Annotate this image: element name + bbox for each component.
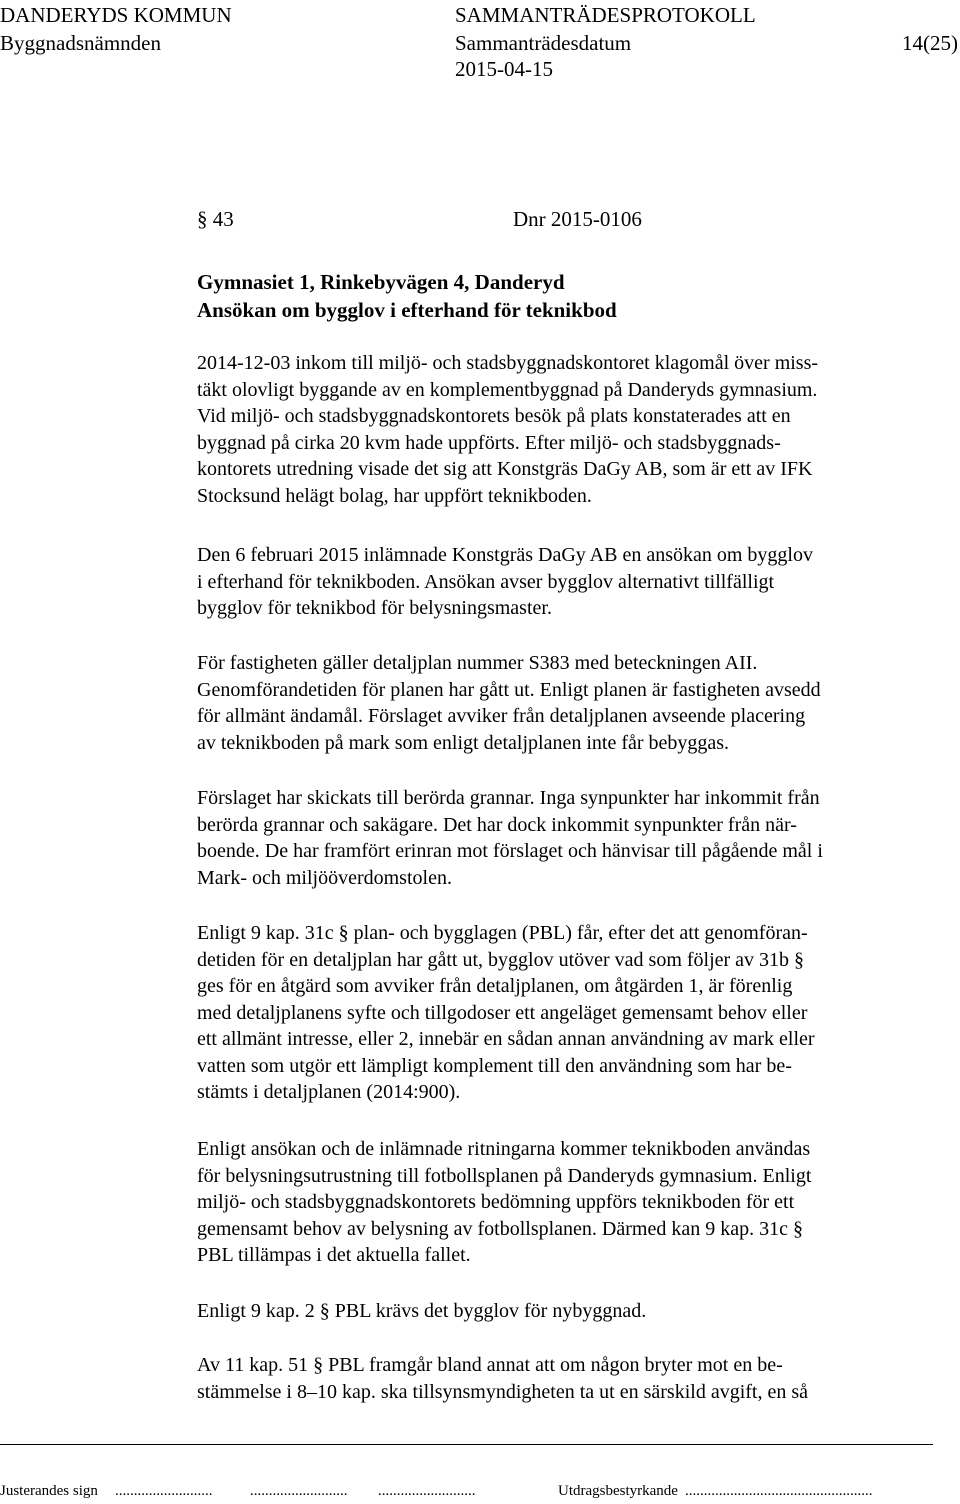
text-line: detiden för en detaljplan har gått ut, bygglov utöver vad som följer av 31b §	[197, 948, 805, 971]
text-line: PBL tillämpas i det aktuella fallet.	[197, 1244, 471, 1266]
signature-field-3: ..........................	[378, 1483, 476, 1499]
text-line: berörda grannar och sakägare. Det har dock inkommit synpunkter från när-	[197, 813, 797, 836]
text-line: Stocksund helägt bolag, har uppfört teknikboden.	[197, 484, 592, 507]
meeting-date: 2015-04-15	[455, 57, 553, 81]
text-line: Den 6 februari 2015 inlämnade Konstgräs DaGy AB en ansökan om bygglov	[197, 544, 813, 566]
text-line: Av 11 kap. 51 § PBL framgår bland annat att om någon bryter mot en be-	[197, 1354, 783, 1376]
title-line-1: Gymnasiet 1, Rinkebyvägen 4, Danderyd	[197, 270, 565, 294]
text-line: ges för en åtgärd som avviker från detaljplanen, om åtgärden 1, är förenlig	[197, 975, 793, 997]
text-line: för allmänt ändamål. Förslaget avviker från detaljplanen avseende placering	[197, 705, 806, 727]
paragraph-4	[197, 785, 937, 891]
text-line: stämmelse i 8–10 kap. ska tillsynsmyndigheten ta ut en särskild avgift, en så	[197, 1380, 809, 1403]
board-name: Byggnadsnämnden	[0, 31, 161, 55]
footer-divider	[0, 1444, 933, 1445]
paragraph-1	[197, 350, 937, 509]
paragraph-3	[197, 650, 937, 756]
signature-field-2: ..........................	[250, 1483, 348, 1499]
text-line: kontorets utredning visade det sig att Konstgräs DaGy AB, som är ett av IFK	[197, 458, 813, 480]
signature-field-1: ..........................	[115, 1483, 213, 1499]
text-line: Vid miljö- och stadsbyggnadskontorets besök på plats konstaterades att en	[197, 405, 791, 427]
extract-label: Utdragsbestyrkande	[558, 1483, 678, 1499]
text-line: Genomförandetiden för planen har gått ut. Enligt planen är fastigheten avsedd	[197, 678, 821, 701]
text-line: av teknikboden på mark som enligt detaljplanen inte får bebyggas.	[197, 731, 730, 754]
text-line: bygglov för teknikbod för belysningsmaster.	[197, 597, 552, 619]
paragraph-7	[197, 1298, 937, 1325]
extract-field: ..................................................	[685, 1483, 873, 1499]
paragraph-6	[197, 1136, 937, 1269]
section-number: § 43	[197, 207, 234, 231]
text-line: boende. De har framfört erinran mot förslaget och hänvisar till pågående mål i	[197, 840, 823, 862]
page-number: 14(25)	[902, 31, 958, 55]
title-line-2: Ansökan om bygglov i efterhand för teknikbod	[197, 298, 617, 322]
text-line: med detaljplanens syfte och tillgodoser ett angeläget gemensamt behov eller	[197, 1001, 808, 1024]
org-name: DANDERYDS KOMMUN	[0, 3, 232, 27]
document-type: SAMMANTRÄDESPROTOKOLL	[455, 3, 756, 27]
text-line: stämts i detaljplanen (2014:900).	[197, 1081, 461, 1103]
paragraph-8	[197, 1352, 937, 1405]
text-line: i efterhand för teknikboden. Ansökan avser bygglov alternativt tillfälligt	[197, 570, 775, 593]
text-line: för belysningsutrustning till fotbollsplanen på Danderyds gymnasium. Enligt	[197, 1164, 812, 1187]
text-line: Mark- och miljööverdomstolen.	[197, 866, 452, 889]
diary-number: Dnr 2015-0106	[513, 207, 642, 231]
text-line: miljö- och stadsbyggnadskontorets bedömning uppförs teknikboden för ett	[197, 1191, 795, 1213]
signature-label: Justerandes sign	[0, 1483, 98, 1499]
meeting-date-label: Sammanträdesdatum	[455, 31, 632, 55]
text-line: Enligt 9 kap. 31c § plan- och bygglagen (PBL) får, efter det att genomföran-	[197, 922, 808, 944]
text-line: ett allmänt intresse, eller 2, innebär en sådan annan användning av mark eller	[197, 1028, 815, 1050]
text-line: Förslaget har skickats till berörda grannar. Inga synpunkter har inkommit från	[197, 787, 820, 809]
text-line: För fastigheten gäller detaljplan nummer S383 med beteckningen AII.	[197, 652, 758, 674]
paragraph-2	[197, 542, 937, 622]
text-line: gemensamt behov av belysning av fotbollsplanen. Därmed kan 9 kap. 31c §	[197, 1217, 803, 1240]
text-line: 2014-12-03 inkom till miljö- och stadsbyggnadskontoret klagomål över miss-	[197, 352, 819, 374]
text-line: Enligt 9 kap. 2 § PBL krävs det bygglov för nybyggnad.	[197, 1300, 647, 1322]
paragraph-5	[197, 920, 937, 1106]
text-line: byggnad på cirka 20 kvm hade uppförts. Efter miljö- och stadsbyggnads-	[197, 431, 781, 454]
text-line: Enligt ansökan och de inlämnade ritningarna kommer teknikboden användas	[197, 1138, 811, 1160]
text-line: vatten som utgör ett lämpligt komplement till den användning som har be-	[197, 1054, 792, 1077]
text-line: täkt olovligt byggande av en komplementbyggnad på Danderyds gymnasium.	[197, 378, 818, 401]
